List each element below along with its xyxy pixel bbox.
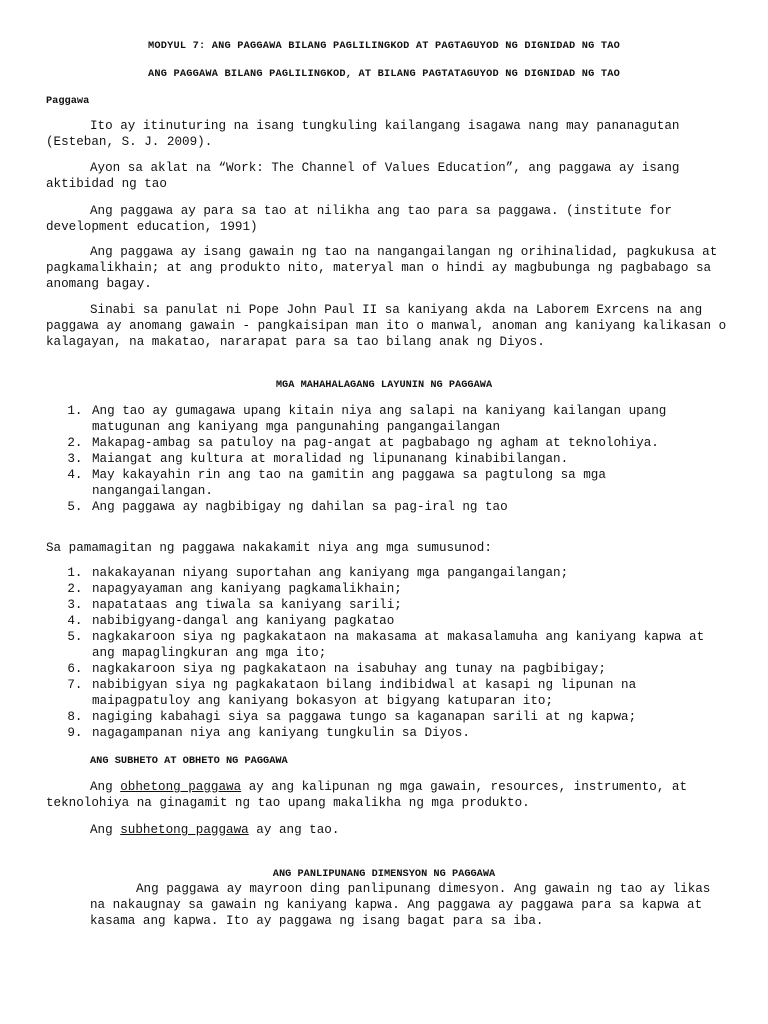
paragraph-obheto xyxy=(46,779,730,811)
list-item: 2. napagyayaman ang kaniyang pagkamalikhain; xyxy=(90,581,730,597)
term-obhetong-paggawa: obhetong paggawa xyxy=(120,780,242,794)
text-fragment: ay ang tao. xyxy=(248,823,340,837)
list-item: 5. nagkakaroon siya ng pagkakataon na makasama at makasalamuha ang kaniyang kapwa at ang mapaglingkuran ang mga ito; xyxy=(90,629,730,661)
list-item: 8. nagiging kabahagi siya sa paggawa tungo sa kaganapan sarili at ng kapwa; xyxy=(90,709,730,725)
module-title: MODYUL 7: ANG PAGGAWA BILANG PAGLILINGKOD AT PAGTAGUYOD NG DIGNIDAD NG TAO xyxy=(147,40,621,52)
list-item: 3. napatataas ang tiwala sa kaniyang sarili; xyxy=(90,597,730,613)
list-item: 3. Maiangat ang kultura at moralidad ng lipunanang kinabibilangan. xyxy=(90,451,730,467)
paragraph: Ang paggawa ay mayroon ding panlipunang dimesyon. Ang gawain ng tao ay likas na nakaugnay sa gawain ng kaniyang kapwa. Ang paggawa ay paggawa para sa kapwa at kasama ang kapwa. Ito ay paggawa ng isang bagat para sa iba. xyxy=(90,882,711,928)
paragraph: Ang paggawa ay isang gawain ng tao na nangangailangan ng orihinalidad, pagkukusa at pagkamalikhain; at ang produkto nito, materyal man o hindi ay magbubunga ng pagbabago sa anomang bagay. xyxy=(46,245,718,291)
list-item: 2. Makapag-ambag sa patuloy na pag-angat at pagbabago ng agham at teknolohiya. xyxy=(90,435,730,451)
panlipunan-block xyxy=(46,881,730,929)
layunin-list xyxy=(46,403,730,515)
list-item: 5. Ang paggawa ay nagbibigay ng dahilan sa pag-iral ng tao xyxy=(90,499,730,515)
paragraph: Ang paggawa ay para sa tao at nilikha ang tao para sa paggawa. (institute for development education, 1991) xyxy=(46,204,672,234)
text-fragment: ay ang kalipunan ng mga gawain, resources, instrumento, at teknolohiya na ginagamit ng tao upang makalikha ng mga produkto. xyxy=(46,780,688,810)
list-item: 4. May kakayahin rin ang tao na gamitin ang paggawa sa pagtulong sa mga nangangailangan. xyxy=(90,467,730,499)
list-item: 7. nabibigyan siya ng pagkakataon bilang indibidwal at kasapi ng lipunan na maipagpatuloy ang kaniyang bokasyon at bigyang katuparan ito; xyxy=(90,677,730,709)
list-item: 1. Ang tao ay gumagawa upang kitain niya ang salapi na kaniyang kailangan upang matugunan ang kaniyang mga pangunahing pangangailangan xyxy=(90,403,730,435)
section-heading-paggawa: Paggawa xyxy=(46,95,90,107)
text-fragment: Ang xyxy=(90,780,121,794)
document-subtitle: ANG PAGGAWA BILANG PAGLILINGKOD, AT BILANG PAGTATAGUYOD NG DIGNIDAD NG TAO xyxy=(147,68,621,80)
list-item: 1. nakakayanan niyang suportahan ang kaniyang mga pangangailangan; xyxy=(90,565,730,581)
paragraph: Ayon sa aklat na “Work: The Channel of Values Education”, ang paggawa ay isang aktibidad ng tao xyxy=(46,161,680,191)
term-subhetong-paggawa: subhetong paggawa xyxy=(120,823,249,837)
paragraph: Sinabi sa panulat ni Pope John Paul II sa kaniyang akda na Laborem Exrcens na ang paggawa ay anomang gawain - pangkaisipan man ito o manwal, anoman ang kaniyang kalikasan o kalagayan, na makatao, nararapat para sa tao bilang anak ng Diyos. xyxy=(46,303,727,349)
section-heading-layunin: MGA MAHAHALAGANG LAYUNIN NG PAGGAWA xyxy=(275,379,493,391)
list-item: 6. nagkakaroon siya ng pagkakataon na isabuhay ang tunay na pagbibigay; xyxy=(90,661,730,677)
list-item: 4. nabibigyang-dangal ang kaniyang pagkatao xyxy=(90,613,730,629)
nakakamit-list xyxy=(46,565,730,741)
list-item: 9. nagagampanan niya ang kaniyang tungkulin sa Diyos. xyxy=(90,725,730,741)
paragraph-subheto xyxy=(46,822,730,838)
list-intro: Sa pamamagitan ng paggawa nakakamit niya ang mga sumusunod: xyxy=(46,541,492,555)
text-fragment: Ang xyxy=(90,823,121,837)
section-heading-subheto: ANG SUBHETO AT OBHETO NG PAGGAWA xyxy=(90,755,288,767)
section-heading-panlipunan: ANG PANLIPUNANG DIMENSYON NG PAGGAWA xyxy=(272,868,496,880)
paragraph: Ito ay itinuturing na isang tungkuling kailangang isagawa nang may pananagutan (Esteban, S. J. 2009). xyxy=(46,119,680,149)
